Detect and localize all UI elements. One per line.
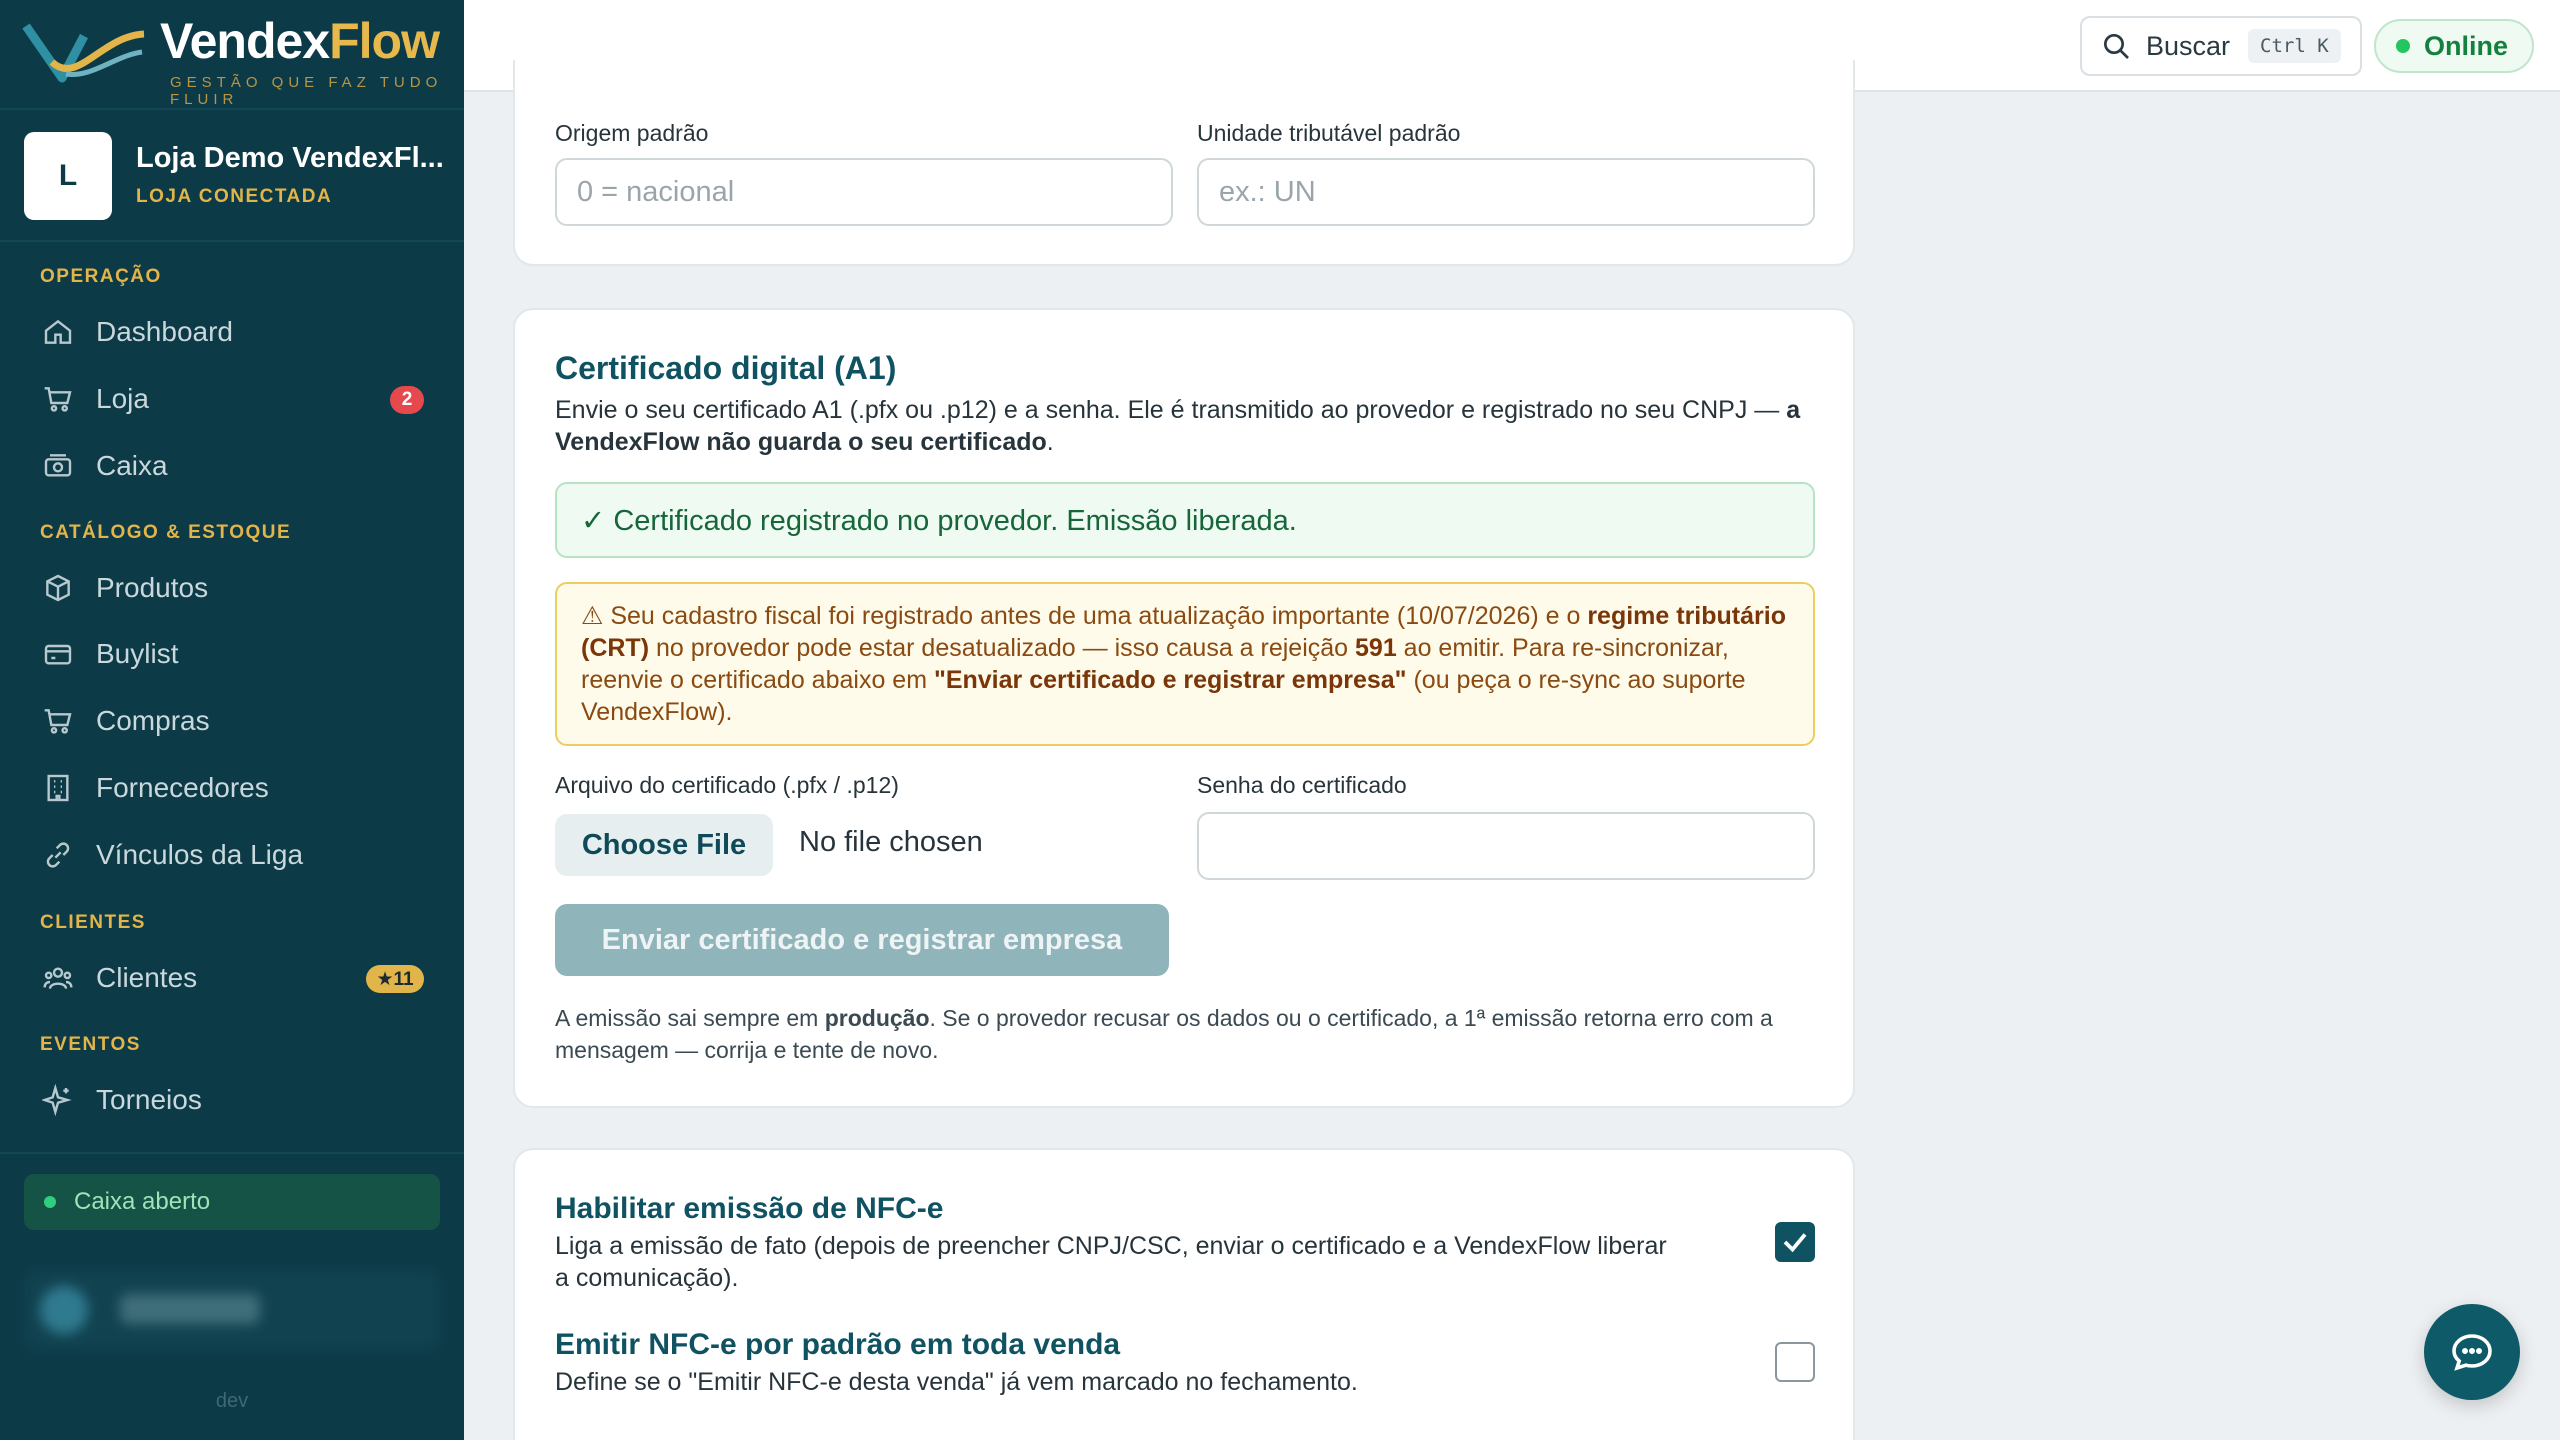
search-label: Buscar: [2146, 30, 2231, 61]
sidebar-item-label: Produtos: [96, 572, 209, 603]
sidebar-item-label: Clientes: [96, 962, 198, 993]
sidebar: [0, 0, 464, 1440]
store-switcher[interactable]: [0, 110, 464, 242]
environment-label: dev: [215, 1390, 249, 1412]
section-title-eventos: EVENTOS: [40, 1034, 141, 1055]
sidebar-item-label: Loja: [96, 383, 149, 414]
search-button[interactable]: [2080, 16, 2362, 76]
enable-nfce-description: Liga a emissão de fato (depois de preencher CNPJ/CSC, enviar o certificado e a VendexFlow liberar a comunicação).: [555, 1232, 1667, 1292]
status-dot: [44, 1196, 56, 1208]
sidebar-item-loja[interactable]: [24, 369, 440, 429]
search-icon: [2100, 30, 2132, 62]
sidebar-item-label: Compras: [96, 705, 210, 736]
sidebar-item-label: Dashboard: [96, 316, 233, 347]
store-avatar: L: [24, 132, 112, 220]
unit-input[interactable]: ex.: UN: [1197, 158, 1815, 226]
section-title-catalogo: CATÁLOGO & ESTOQUE: [40, 522, 292, 543]
link-icon: [40, 837, 76, 873]
crt-warning-alert: ⚠ Seu cadastro fiscal foi registrado antes de uma atualização importante (10/07/2026) e o regime tributário (CRT) no provedor pode estar desatualizado — isso causa a rejeição 591 ao emitir. Para re-sincronizar, reenvie o certificado abaixo em "Enviar certificado e registrar empresa" (ou peça o re-sync ao suporte VendexFlow).: [555, 582, 1815, 746]
nfce-settings-card: [513, 1148, 1855, 1440]
sidebar-item-clientes[interactable]: [24, 948, 440, 1008]
origin-label: Origem padrão: [555, 120, 709, 146]
enable-nfce-checkbox[interactable]: [1775, 1222, 1815, 1262]
loyalty-badge: ★11: [366, 965, 424, 993]
home-icon: [40, 314, 76, 350]
section-title-clientes: CLIENTES: [40, 912, 146, 933]
brand-header: [0, 0, 464, 110]
sidebar-item-vinculos[interactable]: [24, 825, 440, 885]
sidebar-item-label: Buylist: [96, 638, 179, 669]
brand-name: VendexFlow: [160, 13, 439, 69]
certificate-title: Certificado digital (A1): [555, 350, 897, 386]
default-nfce-title: Emitir NFC-e por padrão em toda venda: [555, 1328, 1121, 1361]
connection-status-label: Online: [2424, 30, 2509, 61]
unit-label: Unidade tributável padrão: [1197, 120, 1461, 146]
default-nfce-description: Define se o "Emitir NFC-e desta venda" já vem marcado no fechamento.: [555, 1368, 1358, 1396]
fiscal-defaults-card: [513, 60, 1855, 266]
notification-badge: 2: [390, 386, 424, 414]
sidebar-item-label: Vínculos da Liga: [96, 839, 304, 870]
certificate-file-label: Arquivo do certificado (.pfx / .p12): [555, 772, 899, 798]
store-status: LOJA CONECTADA: [136, 186, 333, 207]
submit-certificate-button[interactable]: Enviar certificado e registrar empresa: [555, 904, 1169, 976]
user-name-redacted: [120, 1294, 260, 1324]
sidebar-divider: [0, 1152, 464, 1154]
certificate-card: [513, 308, 1855, 1108]
brand-tagline: GESTÃO QUE FAZ TUDO FLUIR: [170, 74, 443, 108]
enable-nfce-title: Habilitar emissão de NFC-e: [555, 1192, 944, 1225]
sparkle-icon: [40, 1082, 76, 1118]
vendexflow-logo-icon: [22, 16, 148, 88]
box-icon: [40, 570, 76, 606]
certificate-description: Envie o seu certificado A1 (.pfx ou .p12) e a senha. Ele é transmitido ao provedor e registrado no seu CNPJ — a VendexFlow não guarda o seu certificado.: [555, 396, 1801, 456]
sidebar-item-buylist[interactable]: [24, 624, 440, 684]
building-icon: [40, 770, 76, 806]
caixa-status-pill[interactable]: [24, 1174, 440, 1230]
choose-file-button[interactable]: Choose File: [555, 814, 773, 876]
cash-register-icon: [40, 448, 76, 484]
certificate-password-label: Senha do certificado: [1197, 772, 1407, 798]
cart-icon: [40, 703, 76, 739]
file-status: No file chosen: [799, 826, 983, 858]
certificate-success-alert: ✓ Certificado registrado no provedor. Emissão liberada.: [555, 482, 1815, 558]
sidebar-item-label: Caixa: [96, 450, 168, 481]
card-icon: [40, 636, 76, 672]
sidebar-item-produtos[interactable]: [24, 558, 440, 618]
sidebar-item-torneios[interactable]: [24, 1070, 440, 1130]
caixa-status-label: Caixa aberto: [74, 1188, 211, 1215]
origin-input[interactable]: 0 = nacional: [555, 158, 1173, 226]
search-shortcut: Ctrl K: [2248, 29, 2341, 63]
certificate-password-input[interactable]: [1197, 812, 1815, 880]
default-nfce-checkbox[interactable]: [1775, 1342, 1815, 1382]
sidebar-item-dashboard[interactable]: [24, 302, 440, 362]
section-title-operacao: OPERAÇÃO: [40, 266, 162, 287]
sidebar-item-label: Torneios: [96, 1084, 202, 1115]
checkmark-icon: [1780, 1227, 1810, 1257]
sidebar-item-label: Fornecedores: [96, 772, 269, 803]
chat-bubble-icon: [2448, 1328, 2496, 1376]
connection-status: [2374, 19, 2534, 73]
avatar: [40, 1286, 88, 1334]
status-dot: [2396, 39, 2410, 53]
sidebar-item-caixa[interactable]: [24, 436, 440, 496]
users-icon: [40, 960, 76, 996]
user-menu[interactable]: [24, 1270, 440, 1350]
sidebar-item-fornecedores[interactable]: [24, 758, 440, 818]
production-note: A emissão sai sempre em produção. Se o provedor recusar os dados ou o certificado, a 1ª emissão retorna erro com a mensagem — corrija e tente de novo.: [555, 1005, 1773, 1063]
chat-support-button[interactable]: [2424, 1304, 2520, 1400]
store-name: Loja Demo VendexFl...: [136, 142, 444, 174]
cart-icon: [40, 381, 76, 417]
sidebar-item-compras[interactable]: [24, 691, 440, 751]
